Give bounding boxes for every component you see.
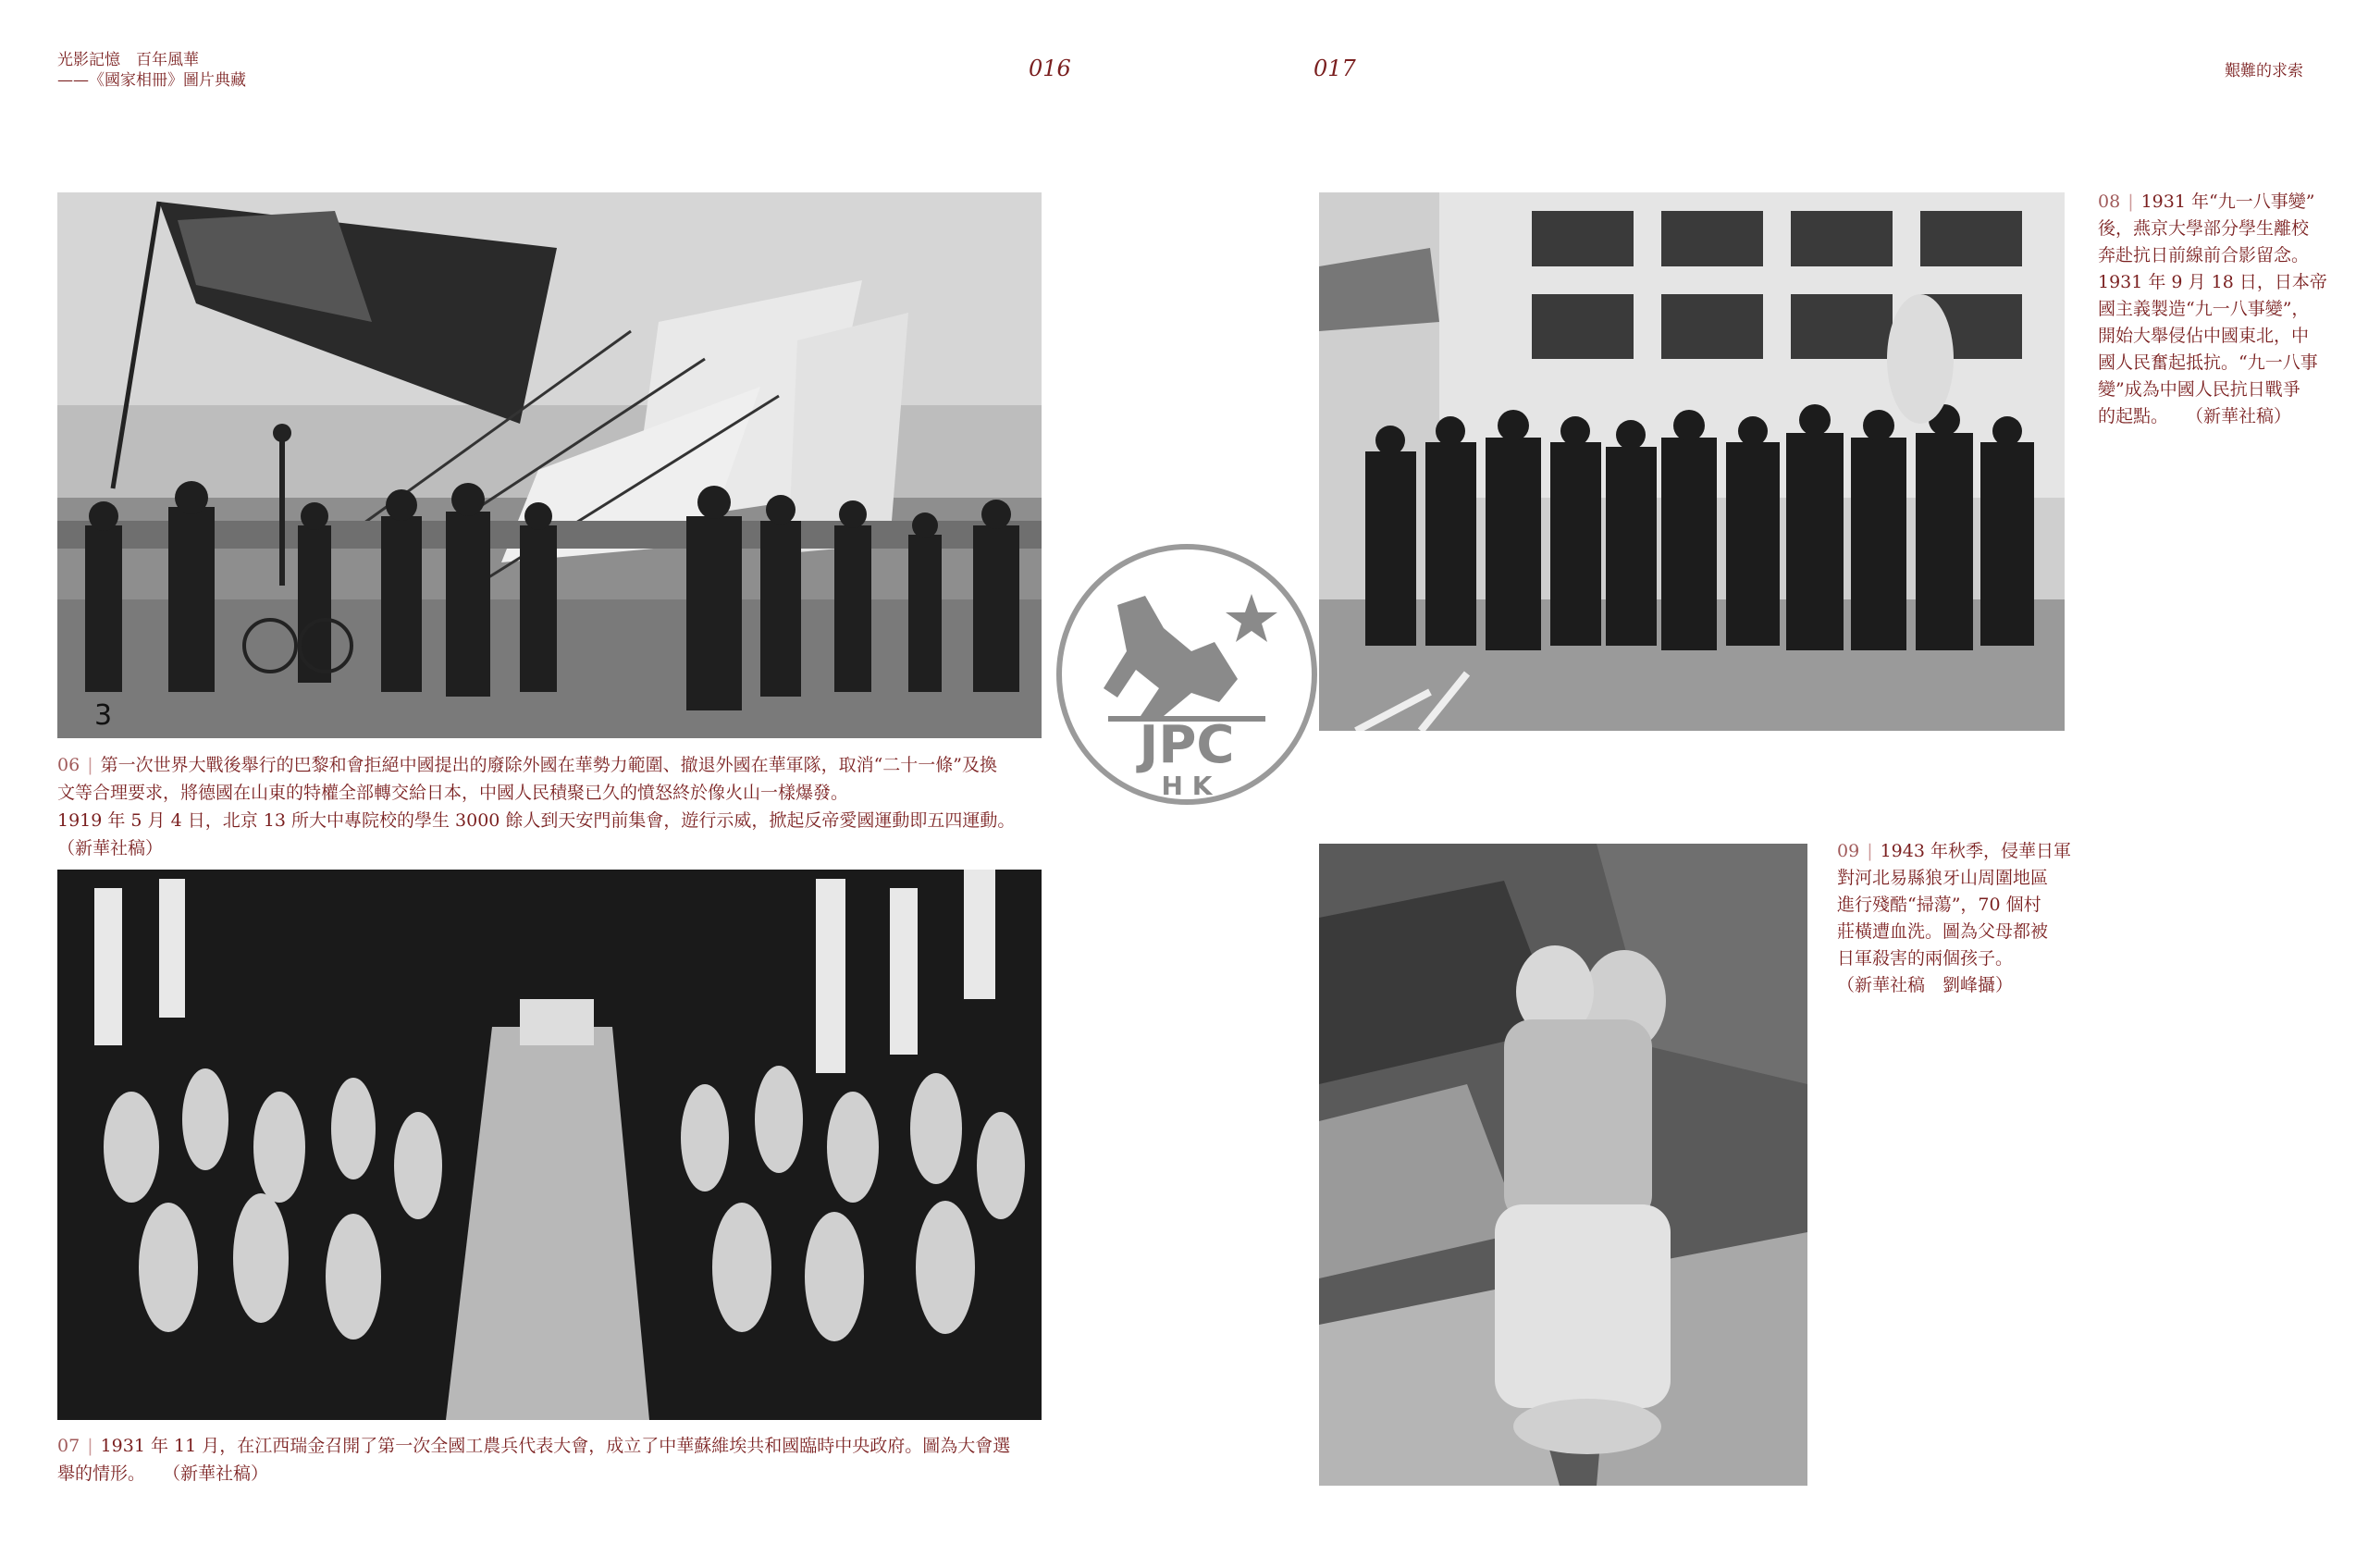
caption-09: 09 | 1943 年秋季，侵華日軍 對河北易縣狼牙山周圍地區 進行殘酷“掃蕩”，70 個村 莊橫遭血洗。圖為父母都被 日軍殺害的兩個孩子。 （新華社稿 劉峰攝） bbox=[1837, 838, 2096, 999]
caption-text: 日軍殺害的兩個孩子。 bbox=[1837, 948, 2014, 969]
caption-07: 07 | 1931 年 11 月，在江西瑞金召開了第一次全國工農兵代表大會，成立了中華蘇維埃共和國臨時中央政府。圖為大會選 舉的情形。 （新華社稿） bbox=[57, 1432, 1047, 1488]
caption-number: 06 bbox=[57, 755, 80, 775]
caption-number: 08 bbox=[2098, 191, 2121, 212]
jpc-watermark bbox=[1053, 540, 1321, 809]
watermark-sub: H K bbox=[1161, 771, 1213, 801]
caption-credit: （新華社稿 劉峰攝） bbox=[1837, 975, 2014, 995]
caption-text: 變”成為中國人民抗日戰爭 bbox=[2098, 379, 2300, 400]
photo-orphaned-children bbox=[1319, 844, 1807, 1486]
caption-text: 1943 年秋季，侵華日軍 bbox=[1880, 841, 2071, 861]
running-header-left bbox=[57, 50, 246, 91]
caption-06: 06 | 第一次世界大戰後舉行的巴黎和會拒絕中國提出的廢除外國在華勢力範圍、撤退外國在華軍隊，取消“二十一條”及換 文等合理要求，將德國在山東的特權全部轉交給日本，中國人民積聚已久的憤怒終於像火山一樣爆發。 1919 年 5 月 4 日，北京 13 所大中專院校的學生 3000 餘人到天安門前集會，遊行示威，掀起反帝愛國運動即五四運動。 （新華社稿） bbox=[57, 751, 1047, 862]
photo-yenching-students bbox=[1319, 192, 2065, 731]
page-number-right: 017 bbox=[1314, 56, 1356, 81]
caption-text: 進行殘酷“掃蕩”，70 個村 bbox=[1837, 895, 2041, 915]
caption-text: 奔赴抗日前線前合影留念。 bbox=[2098, 245, 2310, 265]
caption-text: 後，燕京大學部分學生離校 bbox=[2098, 218, 2310, 239]
chapter-title: 艱難的求索 bbox=[2225, 62, 2303, 80]
watermark-seal-icon bbox=[1053, 540, 1321, 809]
caption-credit: （新華社稿） bbox=[57, 838, 164, 858]
caption-number: 09 bbox=[1837, 841, 1860, 861]
caption-text: 第一次世界大戰後舉行的巴黎和會拒絕中國提出的廢除外國在華勢力範圍、撤退外國在華軍隊，取消“二十一條”及換 bbox=[100, 755, 998, 775]
book-subtitle: ——《國家相冊》圖片典藏 bbox=[57, 71, 246, 90]
caption-text: 1931 年“九一八事變” bbox=[2140, 191, 2315, 212]
caption-text: 1919 年 5 月 4 日，北京 13 所大中專院校的學生 3000 餘人到天安門前集會，遊行示威，掀起反帝愛國運動即五四運動。 bbox=[57, 810, 1016, 831]
photo-plate-number: 3 bbox=[94, 699, 113, 732]
caption-credit: 的起點。 （新華社稿） bbox=[2098, 406, 2292, 426]
caption-text: 文等合理要求，將德國在山東的特權全部轉交給日本，中國人民積聚已久的憤怒終於像火山一樣爆發。 bbox=[57, 783, 849, 803]
caption-text: 1931 年 9 月 18 日，日本帝 bbox=[2098, 272, 2327, 292]
watermark-letters: JPC bbox=[1139, 715, 1235, 775]
caption-text: 莊橫遭血洗。圖為父母都被 bbox=[1837, 921, 2049, 942]
caption-text: 對河北易縣狼牙山周圍地區 bbox=[1837, 868, 2049, 888]
photo-ruijin-congress bbox=[57, 870, 1042, 1420]
caption-text: 1931 年 11 月，在江西瑞金召開了第一次全國工農兵代表大會，成立了中華蘇維埃共和國臨時中央政府。圖為大會選 bbox=[100, 1436, 1011, 1456]
page-number-left: 016 bbox=[1029, 56, 1071, 81]
caption-text: 舉的情形。 （新華社稿） bbox=[57, 1463, 269, 1484]
caption-text: 國人民奮起抵抗。“九一八事 bbox=[2098, 352, 2318, 373]
caption-text: 開始大舉侵佔中國東北，中 bbox=[2098, 326, 2310, 346]
caption-number: 07 bbox=[57, 1436, 80, 1456]
caption-08: 08 | 1931 年“九一八事變” 後，燕京大學部分學生離校 奔赴抗日前線前合影留念。 1931 年 9 月 18 日，日本帝 國主義製造“九一八事變”， 開始大舉侵佔中國東北，中 國人民奮起抵抗。“九一八事 變”成為中國人民抗日戰爭 的起點。 （新華社稿） bbox=[2098, 189, 2357, 430]
book-title: 光影記憶 百年風華 bbox=[57, 51, 199, 69]
photo-may-fourth-march bbox=[57, 192, 1042, 738]
caption-text: 國主義製造“九一八事變”， bbox=[2098, 299, 2310, 319]
